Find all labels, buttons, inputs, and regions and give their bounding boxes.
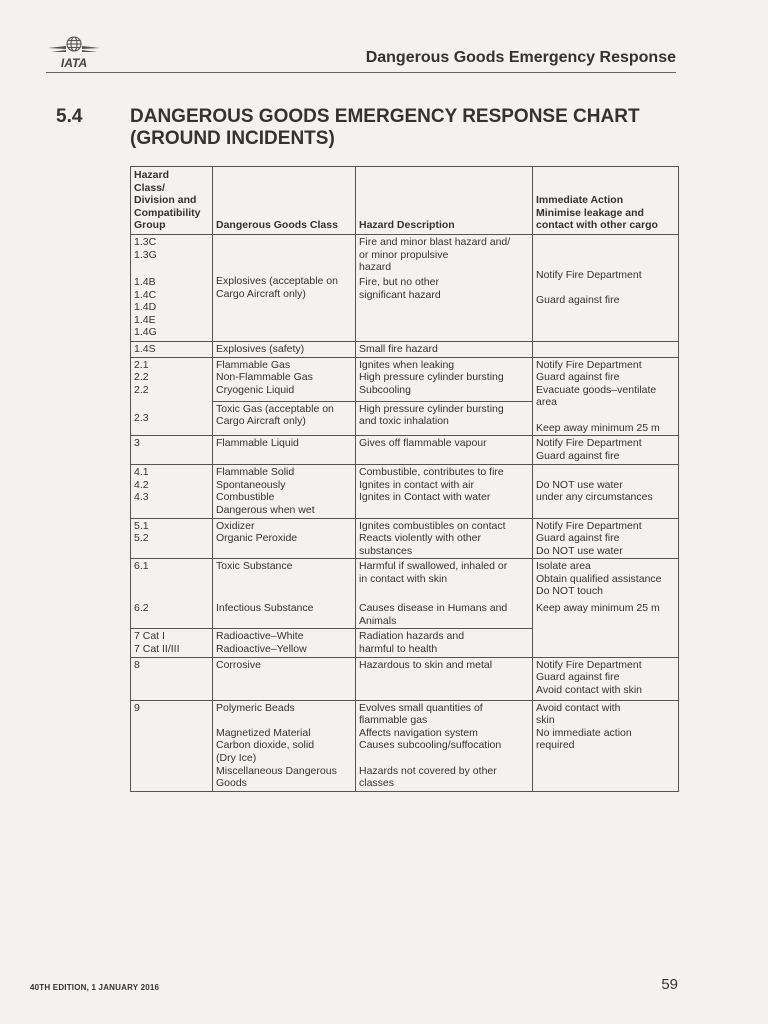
code-cell: 9	[131, 700, 213, 791]
section-number: 5.4	[56, 106, 83, 127]
description-cell: Combustible, contributes to fire Ignites in contact with air Ignites in Contact with water	[356, 465, 533, 518]
description-cell: Harmful if swallowed, inhaled or in contact with skin	[356, 559, 533, 602]
class-cell: Toxic Gas (acceptable on Cargo Aircraft only)	[213, 401, 356, 436]
header-dg-class: Dangerous Goods Class	[213, 167, 356, 235]
description-cell: Radiation hazards and harmful to health	[356, 629, 533, 657]
iata-logo	[46, 34, 102, 70]
table-row	[131, 465, 679, 518]
page-number: 59	[661, 976, 678, 993]
description-cell: Ignites when leaking High pressure cylinder bursting Subcooling	[356, 357, 533, 401]
class-cell: Polymeric Beads Magnetized Material Carbon dioxide, solid (Dry Ice) Miscellaneous Dangerous Goods	[213, 700, 356, 791]
action-cell: Notify Fire Department Guard against fire Avoid contact with skin	[533, 657, 679, 700]
edition-footer: 40TH EDITION, 1 JANUARY 2016	[30, 983, 160, 992]
action-cell: Keep away minimum 25 m	[533, 601, 679, 629]
description-cell: Gives off flammable vapour	[356, 436, 533, 465]
code-cell: 8	[131, 657, 213, 700]
class-cell: Flammable Gas Non-Flammable Gas Cryogenic Liquid	[213, 357, 356, 401]
table-header-row	[131, 167, 679, 235]
class-cell: Corrosive	[213, 657, 356, 700]
description-cell: Ignites combustibles on contact Reacts violently with other substances	[356, 518, 533, 559]
header-rule	[46, 72, 676, 73]
code-cell: 1.4S	[131, 341, 213, 357]
table-row	[131, 700, 679, 791]
code-cell: 7 Cat I 7 Cat II/III	[131, 629, 213, 657]
header-hazard-description: Hazard Description	[356, 167, 533, 235]
emergency-response-table	[130, 166, 679, 792]
action-cell	[533, 341, 679, 357]
svg-text:IATA: IATA	[60, 56, 88, 70]
action-cell: Notify Fire Department Guard against fire	[533, 436, 679, 465]
table-row	[131, 234, 679, 275]
class-cell: Explosives (safety)	[213, 341, 356, 357]
action-cell: Isolate area Obtain qualified assistance Do NOT touch	[533, 559, 679, 602]
action-cell: Notify Fire Department Guard against fire Evacuate goods–ventilate area Keep away minimum 25 m	[533, 357, 679, 436]
running-head-title: Dangerous Goods Emergency Response	[365, 49, 676, 66]
code-cell: 6.1	[131, 559, 213, 602]
class-cell: Toxic Substance	[213, 559, 356, 602]
action-cell: Notify Fire Department Guard against fire Do NOT use water	[533, 518, 679, 559]
description-cell: High pressure cylinder bursting and toxic inhalation	[356, 401, 533, 436]
table-row	[131, 357, 679, 401]
description-cell: Evolves small quantities of flammable gas Affects navigation system Causes subcooling/suffocation Hazards not covered by other classes	[356, 700, 533, 791]
header-immediate-action: Immediate Action Minimise leakage and contact with other cargo	[533, 167, 679, 235]
class-cell: Oxidizer Organic Peroxide	[213, 518, 356, 559]
class-cell: Radioactive–White Radioactive–Yellow	[213, 629, 356, 657]
action-cell: Avoid contact with skin No immediate action required	[533, 700, 679, 791]
action-cell	[533, 629, 679, 657]
code-cell: 2.3	[131, 401, 213, 436]
code-cell: 5.1 5.2	[131, 518, 213, 559]
section-title: DANGEROUS GOODS EMERGENCY RESPONSE CHART (GROUND INCIDENTS)	[130, 106, 640, 149]
table-row	[131, 518, 679, 559]
action-cell: Do NOT use water under any circumstances	[533, 465, 679, 518]
table-row	[131, 657, 679, 700]
description-cell: Fire, but no other significant hazard	[356, 275, 533, 342]
table-row	[131, 436, 679, 465]
table-row	[131, 559, 679, 602]
class-cell: Flammable Liquid	[213, 436, 356, 465]
code-cell: 4.1 4.2 4.3	[131, 465, 213, 518]
table-row	[131, 601, 679, 629]
code-cell: 1.3C 1.3G	[131, 234, 213, 275]
class-cell: Explosives (acceptable on Cargo Aircraft only)	[213, 234, 356, 341]
description-cell: Small fire hazard	[356, 341, 533, 357]
class-cell: Flammable Solid Spontaneously Combustible Dangerous when wet	[213, 465, 356, 518]
description-cell: Hazardous to skin and metal	[356, 657, 533, 700]
description-cell: Causes disease in Humans and Animals	[356, 601, 533, 629]
description-cell: Fire and minor blast hazard and/ or minor propulsive hazard	[356, 234, 533, 275]
code-cell: 3	[131, 436, 213, 465]
table-row	[131, 629, 679, 657]
code-cell: 2.1 2.2 2.2	[131, 357, 213, 401]
table-row	[131, 341, 679, 357]
class-cell: Infectious Substance	[213, 601, 356, 629]
header-hazard-class: Hazard Class/ Division and Compatibility Group	[131, 167, 213, 235]
action-cell: Notify Fire Department Guard against fire	[533, 234, 679, 341]
code-cell: 6.2	[131, 601, 213, 629]
code-cell: 1.4B 1.4C 1.4D 1.4E 1.4G	[131, 275, 213, 342]
